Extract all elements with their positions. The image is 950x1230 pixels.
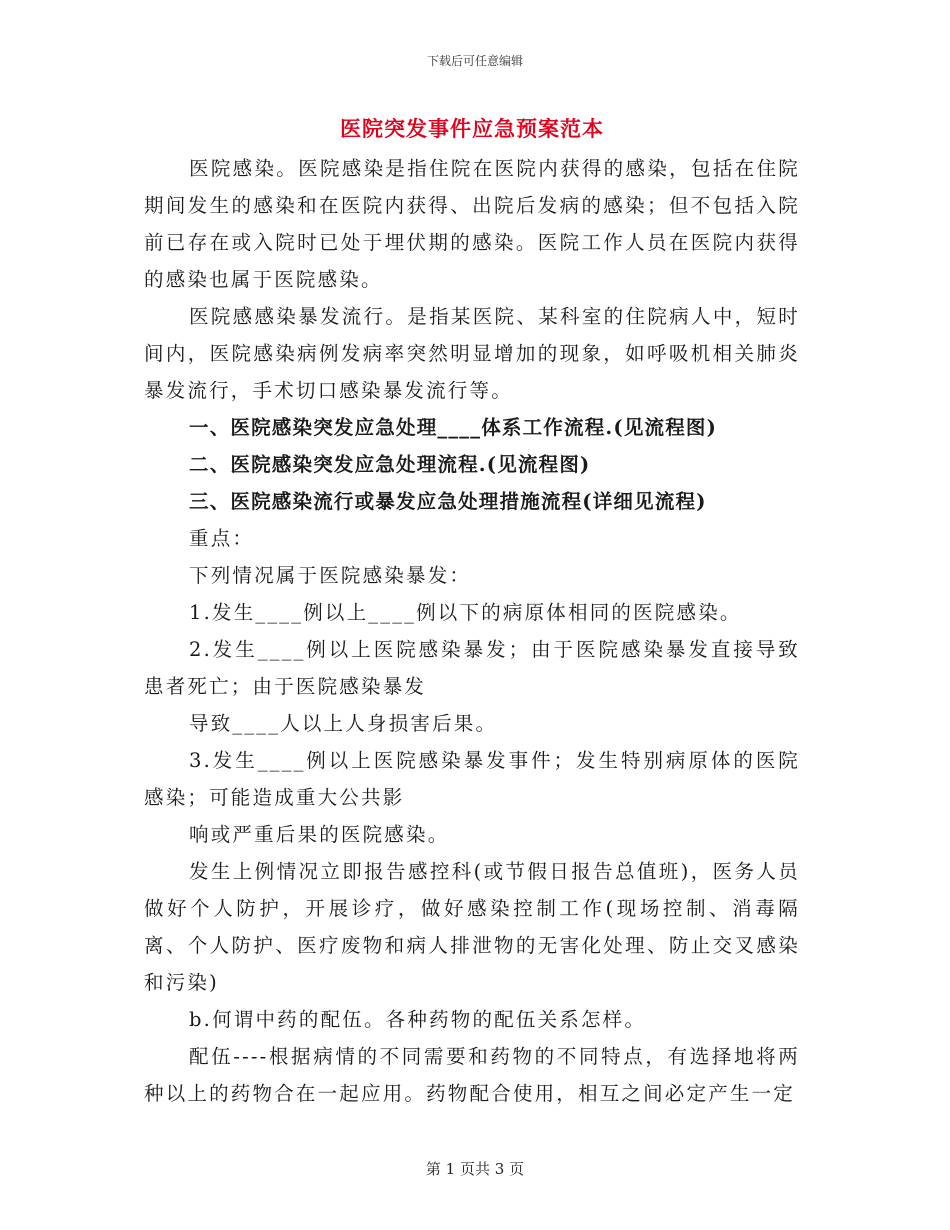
list-item-2: 2.发生____例以上医院感染暴发；由于医院感染暴发直接导致患者死亡；由于医院感染暴发 (144, 638, 800, 698)
list-item-2-continued: 导致____人以上人身损害后果。 (189, 712, 498, 735)
paragraph-outbreak-definition: 医院感感染暴发流行。是指某医院、某科室的住院病人中，短时间内，医院感染病例发病率突然明显增加的现象，如呼吸机相关肺炎暴发流行，手术切口感染暴发流行等。 (144, 305, 800, 402)
document-title: 医院突发事件应急预案范本 (340, 116, 604, 141)
page-footer: 第 1 页共 3 页 (425, 1160, 525, 1178)
paragraph-key-points: 重点： (189, 527, 255, 550)
document-body (144, 112, 800, 1112)
paragraph-question-b: b.何谓中药的配伍。各种药物的配伍关系怎样。 (189, 1008, 647, 1031)
page-header: 下载后可任意编辑 (426, 54, 523, 68)
paragraph-report-procedure: 发生上例情况立即报告感控科(或节假日报告总值班)，医务人员做好个人防护，开展诊疗，做好感染控制工作(现场控制、消毒隔离、个人防护、医疗废物和病人排泄物的无害化处理、防止交叉感染和污染) (144, 860, 800, 994)
list-item-3: 3.发生____例以上医院感染暴发事件；发生特别病原体的医院感染；可能造成重大公共影 (144, 749, 800, 809)
heading-section-2: 二、医院感染突发应急处理流程.(见流程图) (189, 453, 591, 476)
heading-section-3: 三、医院感染流行或暴发应急处理措施流程(详细见流程) (189, 490, 707, 513)
paragraph-definition: 医院感染。医院感染是指住院在医院内获得的感染，包括在住院期间发生的感染和在医院内获得、出院后发病的感染；但不包括入院前已存在或入院时已处于埋伏期的感染。医院工作人员在医院内获得的感染也属于医院感染。 (144, 157, 800, 291)
list-item-1: 1.发生____例以上____例以下的病原体相同的医院感染。 (189, 601, 742, 624)
paragraph-compatibility: 配伍----根据病情的不同需要和药物的不同特点，有选择地将两种以上的药物合在一起应用。药物配合使用，相互之间必定产生一定 (144, 1045, 800, 1105)
heading-section-1: 一、医院感染突发应急处理____体系工作流程.(见流程图) (189, 416, 718, 439)
paragraph-conditions-intro: 下列情况属于医院感染暴发： (189, 564, 472, 587)
list-item-3-continued: 响或严重后果的医院感染。 (189, 823, 450, 846)
